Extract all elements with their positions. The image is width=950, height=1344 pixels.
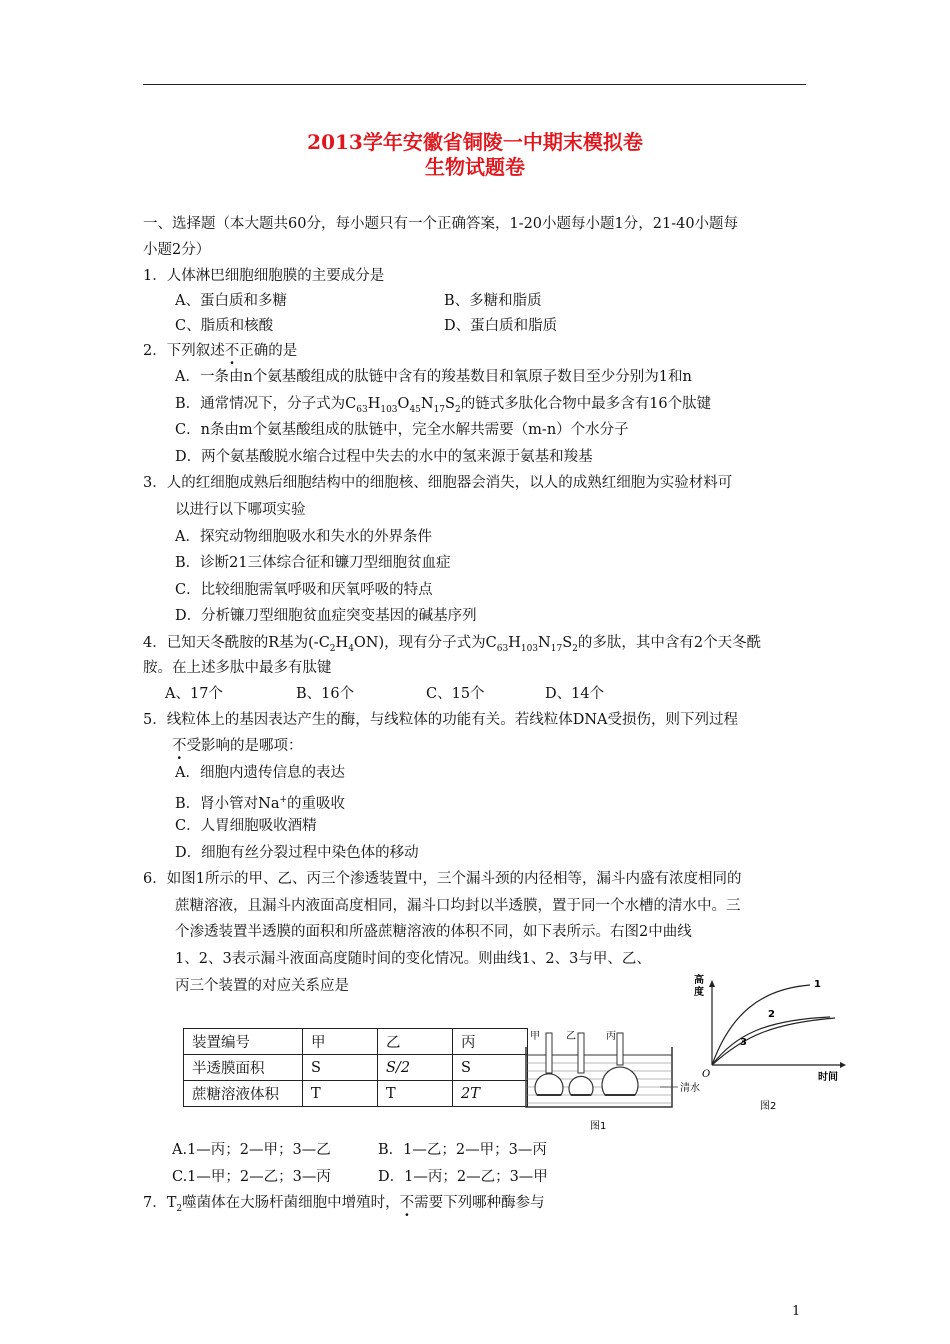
- q4-stem: 4．已知天冬酰胺的R基为$(-C_2H_4ON)$，现有分子式为$C_{63}H_{103}N_{17}S_2$的多肽，其中含有2个天冬酰: [143, 635, 762, 654]
- label-yi: 乙: [566, 1031, 576, 1042]
- table-cell: S/2: [378, 1055, 453, 1081]
- funnel-jia: [535, 1033, 563, 1095]
- table-row: [184, 1081, 528, 1107]
- origin-label: O: [702, 1069, 711, 1080]
- curve-1-label: 1: [814, 979, 821, 990]
- q6-stem-3: 个渗透装置半透膜的面积和所盛蔗糖溶液的体积不同，如下表所示。右图2中曲线: [175, 924, 692, 940]
- q7-stem: 7．$T_2$噬菌体在大肠杆菌细胞中增殖时，不需要下列哪种酶参与: [143, 1195, 545, 1214]
- q3-option-b: B．诊断21三体综合征和镰刀型细胞贫血症: [175, 555, 451, 571]
- q6-stem-5: 丙三个装置的对应关系应是: [175, 978, 349, 994]
- q2-option-a: A．一条由n个氨基酸组成的肽链中含有的羧基数目和氧原子数目至少分别为1和n: [175, 369, 692, 385]
- q3-option-a: A．探究动物细胞吸水和失水的外界条件: [175, 529, 432, 545]
- q1-option-d: D、蛋白质和脂质: [444, 318, 558, 334]
- page-subtitle: 生物试题卷: [425, 155, 525, 179]
- q1-option-a: A、蛋白质和多糖: [175, 293, 287, 309]
- table-row: [184, 1055, 528, 1081]
- q5-stem: 5．线粒体上的基因表达产生的酶，与线粒体的功能有关。若线粒体DNA受损伤，则下列过程: [143, 712, 739, 728]
- table-cell: T: [303, 1081, 378, 1107]
- section-heading: 一、选择题（本大题共60分，每小题只有一个正确答案，1-20小题每小题1分，21-40小题每: [143, 216, 739, 232]
- q4-option-b: B、16个: [296, 686, 355, 702]
- table-cell: S: [453, 1055, 528, 1081]
- table-cell: S: [303, 1055, 378, 1081]
- q7-stem-emphasis: 不: [399, 1195, 415, 1211]
- figure-1-caption: 图1: [590, 1121, 607, 1132]
- y-axis-arrow: [709, 980, 715, 987]
- table-cell: 半透膜面积: [184, 1055, 303, 1081]
- x-label: 时间: [818, 1072, 838, 1083]
- page-number: 1: [792, 1304, 801, 1319]
- q4-option-c: C、15个: [426, 686, 485, 702]
- table-cell: 甲: [303, 1029, 378, 1055]
- q5-stem-cont: 不受影响的是哪项：: [172, 738, 303, 754]
- y-label-1: 高: [694, 975, 704, 986]
- table-cell: 蔗糖溶液体积: [184, 1081, 303, 1107]
- q6-stem-2: 蔗糖溶液，且漏斗内液面高度相同，漏斗口均封以半透膜，置于同一个水槽的清水中。三: [175, 898, 741, 914]
- q3-stem: 3．人的红细胞成熟后细胞结构中的细胞核、细胞器会消失，以人的成熟红细胞为实验材料可: [143, 475, 733, 491]
- q6-option-a: A.1—丙；2—甲；3—乙: [172, 1142, 331, 1158]
- q2-option-b: B．通常情况下，分子式为$C_{63}H_{103}O_{45}N_{17}S_2$的链式多肽化合物中最多含有16个肽键: [175, 396, 712, 415]
- q6-stem: 6．如图1所示的甲、乙、丙三个渗透装置中，三个漏斗颈的内径相等，漏斗内盛有浓度相同的: [143, 871, 742, 887]
- figure-2-caption: 图2: [760, 1101, 777, 1112]
- table-cell: 丙: [453, 1029, 528, 1055]
- curve-3-label: 3: [740, 1037, 747, 1048]
- page-title: 2013学年安徽省铜陵一中期末模拟卷: [307, 130, 643, 154]
- q3-option-c: C．比较细胞需氧呼吸和厌氧呼吸的特点: [175, 582, 433, 598]
- x-axis-arrow: [840, 1062, 846, 1068]
- q6-option-b: B．1—乙；2—甲；3—丙: [378, 1142, 547, 1158]
- curve-2-label: 2: [768, 1009, 775, 1020]
- table-cell: T: [378, 1081, 453, 1107]
- section-heading-cont: 小题2分）: [143, 242, 211, 258]
- table-cell: 装置编号: [184, 1029, 303, 1055]
- q2-option-d: D．两个氨基酸脱水缩合过程中失去的水中的氢来源于氨基和羧基: [175, 449, 593, 465]
- q5-option-b: B．肾小管对Na+的重吸收: [175, 795, 346, 812]
- funnel-bing: [602, 1033, 638, 1095]
- y-label-2: 度: [694, 987, 704, 998]
- q5-option-c: C．人胃细胞吸收酒精: [175, 818, 317, 834]
- figure-2-height-time-graph: [690, 965, 860, 1125]
- q4-stem-cont: 胺。在上述多肽中最多有肽键: [143, 660, 332, 676]
- q4-option-d: D、14个: [545, 686, 605, 702]
- label-water: 清水: [680, 1083, 700, 1094]
- q3-stem-cont: 以进行以下哪项实验: [175, 502, 306, 518]
- q2-stem-post: 正确的是: [239, 343, 298, 359]
- q5-option-a: A．细胞内遗传信息的表达: [175, 765, 345, 781]
- q2-stem-pre: 2．下列叙述: [143, 343, 225, 359]
- q5-stem-emphasis: 不: [172, 738, 187, 754]
- table-cell: 2T: [453, 1081, 528, 1107]
- label-jia: 甲: [530, 1031, 540, 1042]
- q6-option-c: C.1—甲；2—乙；3—丙: [172, 1169, 331, 1185]
- q2-option-c: C．n条由m个氨基酸组成的肽链中，完全水解共需要（m-n）个水分子: [175, 422, 629, 438]
- q1-option-b: B、多糖和脂质: [444, 293, 542, 309]
- q2-stem: [143, 341, 297, 361]
- funnel-yi: [569, 1033, 593, 1095]
- q6-table: [183, 1028, 528, 1107]
- q6-option-d: D．1—丙；2—乙；3—甲: [378, 1169, 548, 1185]
- label-bing: 丙: [606, 1031, 616, 1042]
- q1-stem: 1．人体淋巴细胞细胞膜的主要成分是: [143, 268, 385, 284]
- q6-stem-4: 1、2、3表示漏斗液面高度随时间的变化情况。则曲线1、2、3与甲、乙、: [175, 951, 651, 967]
- q2-stem-emphasis: 不: [224, 343, 240, 359]
- q5-option-d: D．细胞有丝分裂过程中染色体的移动: [175, 845, 419, 861]
- curve-2: [712, 1017, 830, 1065]
- table-row: [184, 1029, 528, 1055]
- q3-option-d: D．分析镰刀型细胞贫血症突变基因的碱基序列: [175, 608, 477, 624]
- q4-option-a: A、17个: [165, 686, 223, 702]
- table-cell: 乙: [378, 1029, 453, 1055]
- header-rule: [143, 84, 806, 85]
- q1-option-c: C、脂质和核酸: [175, 318, 274, 334]
